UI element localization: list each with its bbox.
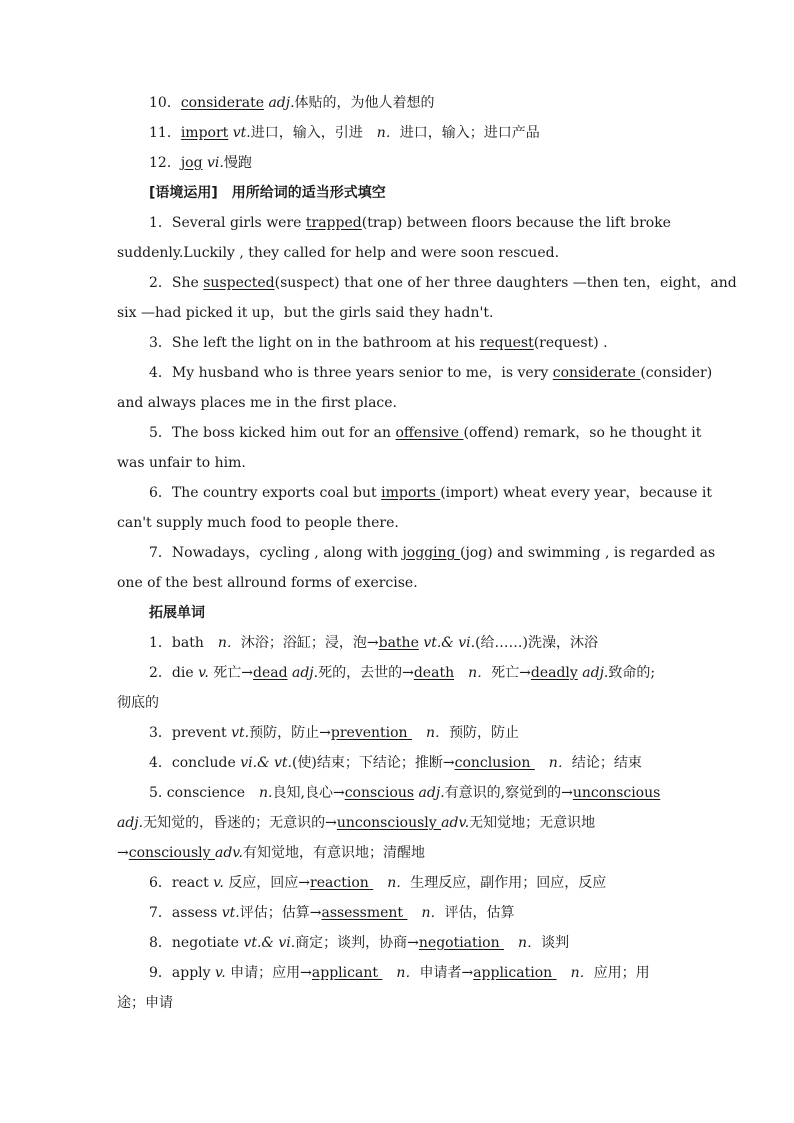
part-of-speech: v.	[213, 875, 224, 891]
text: 致命的;	[608, 665, 656, 681]
expand-item-1	[117, 628, 677, 658]
text: 无知觉的，昏迷的；无意识的→	[143, 815, 337, 831]
part-of-speech: vt.	[231, 725, 250, 741]
expand-item-2	[117, 658, 677, 688]
part-of-speech: n．	[217, 635, 241, 651]
vocab-word: jog	[180, 155, 203, 171]
exercise-text: 1．Several girls were	[149, 215, 306, 231]
part-of-speech: adv.	[441, 815, 470, 831]
expand-item-5-cont2	[117, 838, 677, 868]
section-title-context: [语境运用] 用所给词的适当形式填空	[149, 185, 386, 201]
text: 有意识的,察觉到的→	[444, 785, 573, 801]
exercise-text: 3．She left the light on in the bathroom at his	[149, 335, 480, 351]
exercise-text: 2．She	[149, 275, 204, 291]
text: 1．bath	[149, 635, 218, 651]
meaning: 体贴的，为他人着想的	[294, 95, 435, 111]
part-of-speech: vt.	[232, 125, 251, 141]
exercise-text: (offend) remark，so he thought it	[463, 425, 702, 441]
text: 沐浴；浴缸；浸，泡→	[240, 635, 379, 651]
exercise-text: and always places me in the first place.	[117, 395, 398, 411]
part-of-speech: adj.	[414, 785, 445, 801]
answer: conscious	[344, 785, 415, 801]
exercise-text: one of the best allround forms of exercise.	[117, 575, 418, 591]
part-of-speech: vi.& vt.	[240, 755, 292, 771]
part-of-speech: n．	[504, 935, 542, 951]
expand-item-4	[117, 748, 677, 778]
part-of-speech: adj.	[287, 665, 319, 681]
text: (使)结束；下结论；推断→	[291, 755, 455, 771]
text: 结论；结束	[571, 755, 642, 771]
section-title-expand: 拓展单词	[149, 605, 205, 621]
part-of-speech: v.	[215, 965, 226, 981]
part-of-speech: v.	[198, 665, 209, 681]
item-number: 10．	[149, 95, 181, 111]
part-of-speech: vt.& vi.	[243, 935, 296, 951]
exercise-text: 6．The country exports coal but	[149, 485, 382, 501]
exercise-text: (request) .	[533, 335, 608, 351]
vocab-item-12	[117, 148, 677, 178]
text: 生理反应，副作用；回应，反应	[410, 875, 607, 891]
part-of-speech: n．	[454, 665, 492, 681]
part-of-speech: n．	[382, 965, 420, 981]
exercise-text: (trap) between floors because the lift broke	[361, 215, 671, 231]
text: 预防，防止→	[249, 725, 331, 741]
part-of-speech: vt.	[221, 905, 240, 921]
part-of-speech: adj.	[577, 665, 609, 681]
exercise-item-2	[117, 268, 737, 328]
answer: bathe	[378, 635, 419, 651]
expand-item-3	[117, 718, 677, 748]
exercise-text: was unfair to him.	[117, 455, 246, 471]
vocab-word: considerate	[180, 95, 264, 111]
expand-item-9-cont: 途；申请	[117, 995, 173, 1011]
text: 申请者→	[419, 965, 474, 981]
answer: prevention	[330, 725, 413, 741]
answer: unconsciously	[336, 815, 442, 831]
expand-item-7	[117, 898, 677, 928]
text: (给……)洗澡，沐浴	[475, 635, 598, 651]
part-of-speech: n．	[376, 125, 400, 141]
part-of-speech: vt.& vi.	[418, 635, 476, 651]
text: 4．conclude	[149, 755, 241, 771]
text: 预防，防止	[449, 725, 520, 741]
text: 8．negotiate	[149, 935, 244, 951]
text: 3．prevent	[149, 725, 232, 741]
text: →	[117, 845, 129, 861]
answer: dead	[252, 665, 288, 681]
expand-item-5	[117, 778, 677, 808]
part-of-speech: vi.	[207, 155, 224, 171]
text: 5. conscience	[149, 785, 260, 801]
item-number: 11．	[149, 125, 181, 141]
text: 反应，回应→	[223, 875, 311, 891]
text: 应用；用	[593, 965, 650, 981]
part-of-speech: n．	[556, 965, 594, 981]
text: 7．assess	[149, 905, 222, 921]
answer: negotiation	[418, 935, 505, 951]
answer: unconscious	[572, 785, 661, 801]
text: 评估；估算→	[239, 905, 322, 921]
answer: application	[473, 965, 557, 981]
expand-item-5-cont	[117, 808, 677, 838]
text: 商定；谈判，协商→	[295, 935, 419, 951]
answer: conclusion	[454, 755, 535, 771]
exercise-text: 5．The boss kicked him out for an	[149, 425, 396, 441]
meaning: 进口，输入，引进	[250, 125, 363, 141]
text: 有知觉地，有意识地；清醒地	[243, 845, 426, 861]
exercise-text: suddenly.Luckily , they called for help and were soon rescued.	[117, 245, 560, 261]
part-of-speech: adv.	[215, 845, 244, 861]
vocab-item-10	[117, 88, 677, 118]
answer: considerate	[552, 365, 641, 381]
text: 申请；应用→	[225, 965, 312, 981]
exercise-text: six —had picked it up，but the girls said they hadn't.	[117, 305, 494, 321]
exercise-item-4	[117, 358, 713, 418]
part-of-speech: n．	[373, 875, 411, 891]
answer: applicant	[311, 965, 383, 981]
exercise-text: (suspect) that one of her three daughters —then ten，eight，and	[274, 275, 737, 291]
text: 6．react	[149, 875, 214, 891]
meaning: 进口，输入；进口产品	[399, 125, 540, 141]
exercise-item-5	[117, 418, 702, 478]
answer: jogging	[402, 545, 461, 561]
part-of-speech: adj.	[268, 95, 295, 111]
meaning: 慢跑	[223, 155, 252, 171]
item-number: 12．	[149, 155, 181, 171]
answer: death	[413, 665, 455, 681]
text: 谈判	[541, 935, 570, 951]
exercise-item-1	[117, 208, 677, 268]
answer: consciously	[128, 845, 215, 861]
text: 良知,良心→	[272, 785, 345, 801]
document-page	[117, 88, 737, 1018]
text: 死的，去世的→	[318, 665, 414, 681]
answer: assessment	[321, 905, 408, 921]
part-of-speech: n．	[534, 755, 572, 771]
exercise-item-6	[117, 478, 713, 538]
exercise-text: (jog) and swimming , is regarded as	[460, 545, 716, 561]
expand-item-2-cont: 彻底的	[117, 695, 159, 711]
text: 死亡→	[491, 665, 531, 681]
part-of-speech: n．	[407, 905, 445, 921]
exercise-item-3	[117, 328, 677, 358]
answer: imports	[381, 485, 441, 501]
part-of-speech: n．	[412, 725, 450, 741]
text: 死亡→	[208, 665, 253, 681]
exercise-text: can't supply much food to people there.	[117, 515, 399, 531]
answer: trapped	[305, 215, 362, 231]
text: 2．die	[149, 665, 199, 681]
text: 9．apply	[149, 965, 216, 981]
answer: request	[479, 335, 534, 351]
vocab-word: import	[180, 125, 229, 141]
answer: deadly	[530, 665, 578, 681]
expand-item-9	[117, 958, 677, 988]
text: 评估，估算	[444, 905, 515, 921]
text: 无知觉地；无意识地	[469, 815, 596, 831]
answer: reaction	[310, 875, 374, 891]
exercise-text: 4．My husband who is three years senior to me，is very	[149, 365, 553, 381]
exercise-text: (import) wheat every year，because it	[440, 485, 713, 501]
exercise-text: 7．Nowadays，cycling , along with	[149, 545, 403, 561]
exercise-item-7	[117, 538, 716, 598]
part-of-speech: n.	[259, 785, 273, 801]
vocab-item-11	[117, 118, 677, 148]
answer: offensive	[395, 425, 464, 441]
expand-item-6	[117, 868, 677, 898]
exercise-text: (consider)	[640, 365, 713, 381]
part-of-speech: adj.	[117, 815, 144, 831]
answer: suspected	[203, 275, 275, 291]
expand-item-8	[117, 928, 677, 958]
